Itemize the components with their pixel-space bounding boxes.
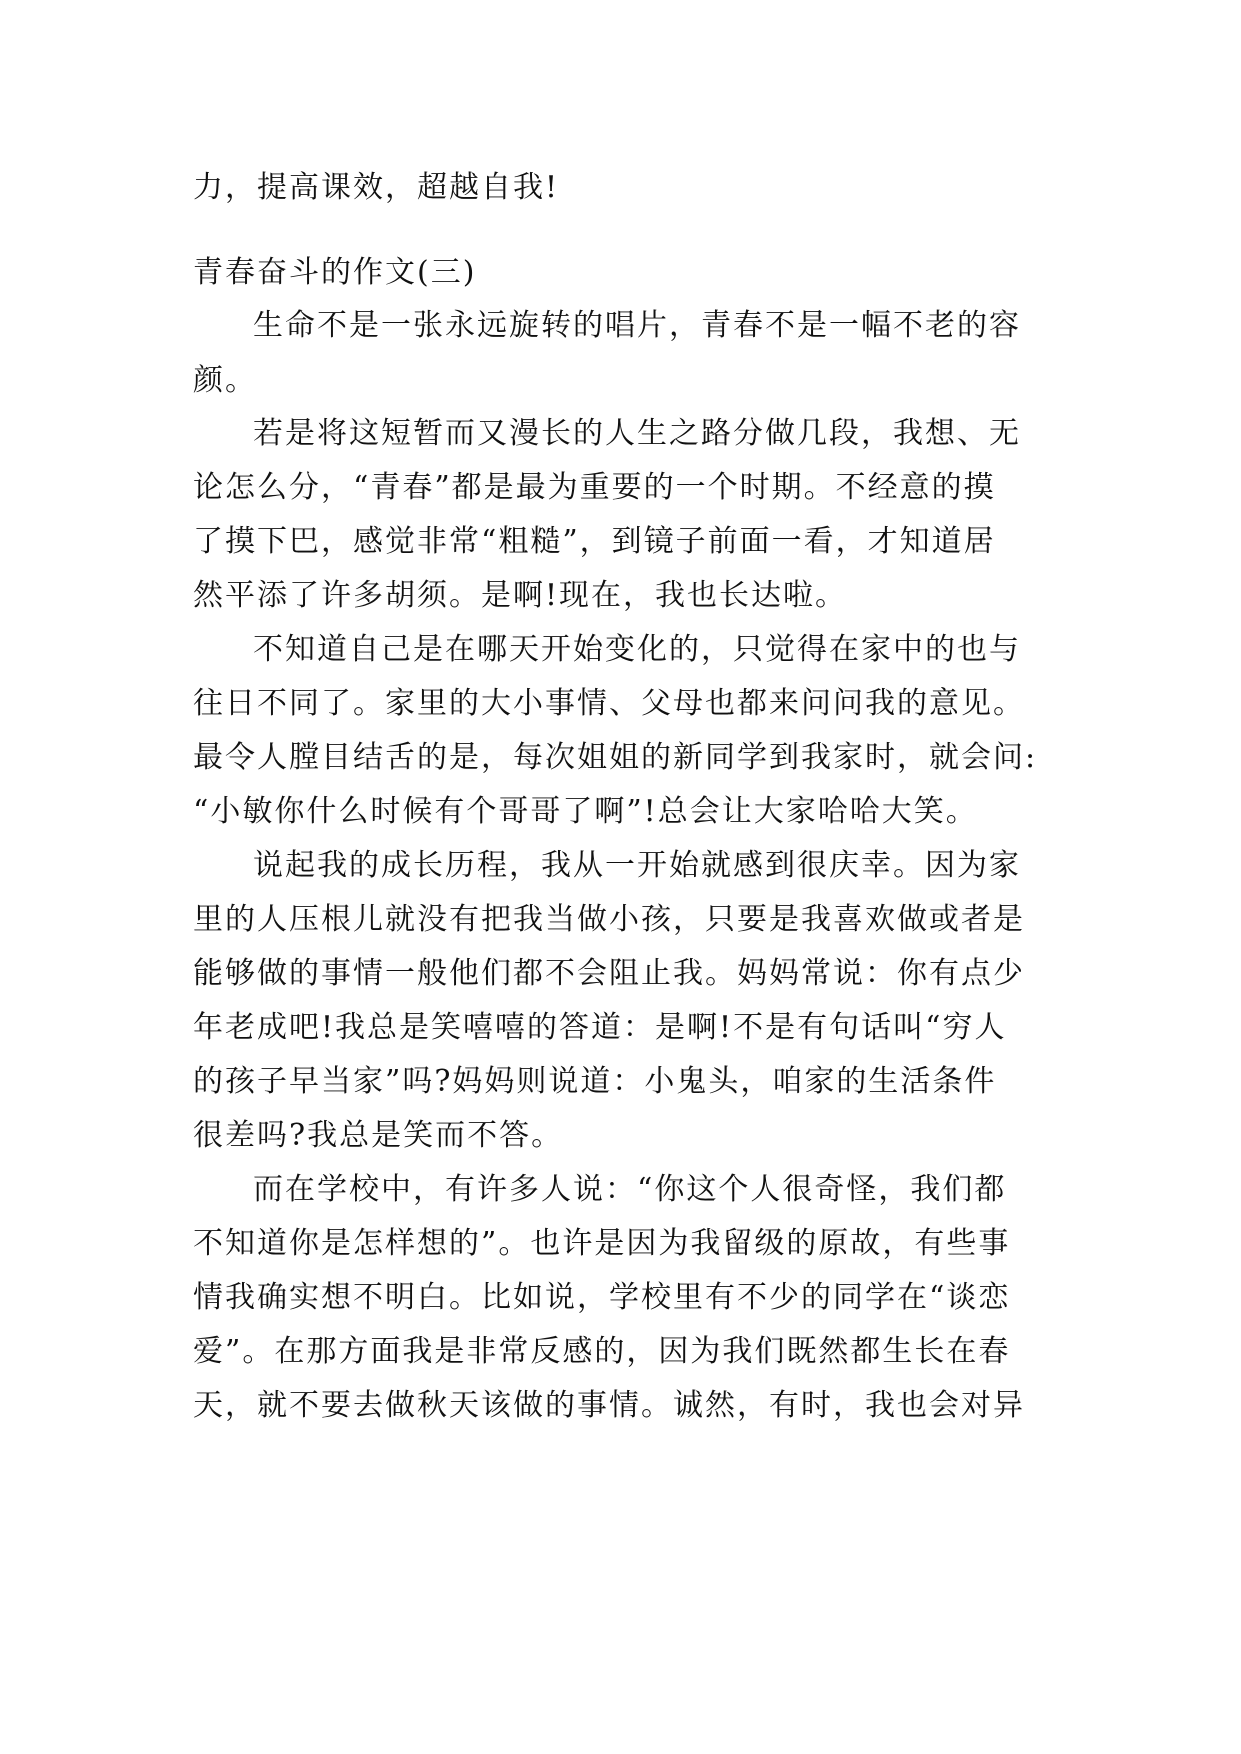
text-line: 年老成吧!我总是笑嘻嘻的答道：是啊!不是有句话叫“穷人	[193, 1010, 1007, 1045]
text-line: 若是将这短暂而又漫长的人生之路分做几段，我想、无	[253, 416, 1021, 451]
text-line: 不知道你是怎样想的”。也许是因为我留级的原故，有些事	[193, 1226, 1011, 1261]
continuation-line: 力，提高课效，超越自我!	[193, 170, 560, 205]
text-line: 而在学校中，有许多人说：“你这个人很奇怪，我们都	[253, 1172, 1007, 1207]
text-line: 说起我的成长历程，我从一开始就感到很庆幸。因为家	[253, 848, 1021, 883]
text-line: 颜。	[193, 363, 257, 398]
text-line: 生命不是一张永远旋转的唱片，青春不是一幅不老的容	[253, 308, 1021, 343]
essay-heading: 青春奋斗的作文(三)	[193, 255, 477, 290]
text-line: 不知道自己是在哪天开始变化的，只觉得在家中的也与	[253, 632, 1021, 667]
text-line: 里的人压根儿就没有把我当做小孩，只要是我喜欢做或者是	[193, 902, 1025, 937]
text-line: 往日不同了。家里的大小事情、父母也都来问问我的意见。	[193, 686, 1025, 721]
text-line: 情我确实想不明白。比如说，学校里有不少的同学在“谈恋	[193, 1280, 1011, 1315]
text-line: 的孩子早当家”吗?妈妈则说道：小鬼头，咱家的生活条件	[193, 1064, 997, 1099]
text-line: 最令人膛目结舌的是，每次姐姐的新同学到我家时，就会问:	[193, 740, 1038, 775]
text-line: 论怎么分，“青春”都是最为重要的一个时期。不经意的摸	[193, 470, 996, 505]
text-line: “小敏你什么时候有个哥哥了啊”!总会让大家哈哈大笑。	[193, 794, 978, 829]
text-line: 天，就不要去做秋天该做的事情。诚然，有时，我也会对异	[193, 1388, 1025, 1423]
text-line: 爱”。在那方面我是非常反感的，因为我们既然都生长在春	[193, 1334, 1011, 1369]
text-line: 了摸下巴，感觉非常“粗糙”，到镜子前面一看，才知道居	[193, 524, 996, 559]
text-line: 能够做的事情一般他们都不会阻止我。妈妈常说：你有点少	[193, 956, 1025, 991]
text-line: 然平添了许多胡须。是啊!现在，我也长达啦。	[193, 578, 848, 613]
text-line: 很差吗?我总是笑而不答。	[193, 1118, 564, 1153]
